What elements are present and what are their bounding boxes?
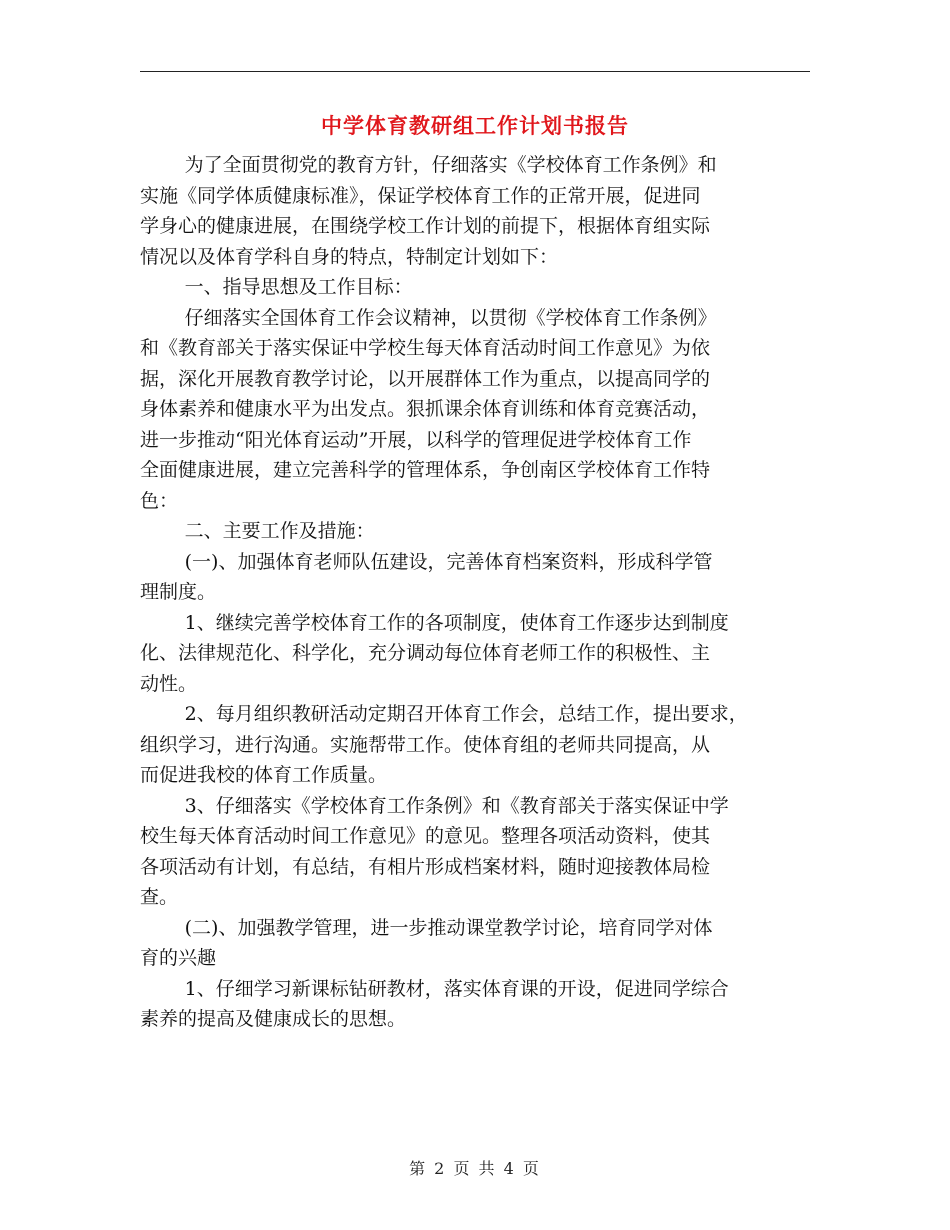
paragraph bbox=[140, 303, 830, 517]
text-line: 1、仔细学习新课标钻研教材，落实体育课的开设，促进同学综合 bbox=[184, 977, 729, 1000]
text-line: 进一步推动“阳光体育运动”开展，以科学的管理促进学校体育工作 bbox=[140, 428, 692, 451]
paragraph bbox=[140, 150, 830, 272]
text-line: 实施《同学体质健康标准》，保证学校体育工作的正常开展，促进同 bbox=[140, 184, 701, 207]
text-line: 二、主要工作及措施： bbox=[184, 520, 375, 542]
text-line: 仔细落实全国体育工作会议精神，以贯彻《学校体育工作条例》 bbox=[184, 306, 717, 329]
text-line: (二)、加强教学管理，进一步推动课堂教学讨论，培育同学对体 bbox=[184, 916, 713, 939]
text-line: 全面健康进展，建立完善科学的管理体系，争创南区学校体育工作特 bbox=[140, 459, 711, 481]
paragraph bbox=[140, 516, 830, 547]
text-line: 据，深化开展教育教学讨论，以开展群体工作为重点，以提高同学的 bbox=[140, 367, 711, 390]
paragraph bbox=[140, 272, 830, 303]
paragraph bbox=[140, 791, 830, 913]
text-line: 各项活动有计划，有总结，有相片形成档案材料，随时迎接教体局检 bbox=[140, 855, 711, 878]
text-line: 查。 bbox=[140, 886, 179, 908]
text-line: 素养的提高及健康成长的思想。 bbox=[140, 1008, 407, 1030]
text-line: 学身心的健康进展，在围绕学校工作计划的前提下，根据体育组实际 bbox=[140, 215, 711, 237]
text-line: 化、法律规范化、科学化，充分调动每位体育老师工作的积极性、主 bbox=[140, 642, 711, 664]
text-line: 理制度。 bbox=[140, 581, 217, 603]
text-line: 而促进我校的体育工作质量。 bbox=[140, 764, 388, 786]
text-line: 2、每月组织教研活动定期召开体育工作会，总结工作，提出要求， bbox=[184, 703, 748, 725]
text-line: (一)、加强体育老师队伍建设，完善体育档案资料，形成科学管 bbox=[184, 550, 713, 573]
text-line: 为了全面贯彻党的教育方针，仔细落实《学校体育工作条例》和 bbox=[184, 154, 717, 176]
paragraph bbox=[140, 547, 830, 608]
paragraph bbox=[140, 699, 830, 791]
text-line: 和《教育部关于落实保证中学校生每天体育活动时间工作意见》为依 bbox=[140, 337, 711, 359]
text-line: 组织学习，进行沟通。实施帮带工作。使体育组的老师共同提高，从 bbox=[140, 733, 711, 756]
text-line: 情况以及体育学科自身的特点，特制定计划如下： bbox=[140, 245, 559, 268]
text-line: 一、指导思想及工作目标： bbox=[184, 276, 413, 298]
text-line: 1、继续完善学校体育工作的各项制度，使体育工作逐步达到制度 bbox=[184, 611, 729, 634]
header-rule bbox=[140, 71, 810, 72]
paragraph bbox=[140, 974, 830, 1035]
text-line: 校生每天体育活动时间工作意见》的意见。整理各项活动资料，使其 bbox=[140, 825, 711, 847]
text-line: 身体素养和健康水平为出发点。狠抓课余体育训练和体育竞赛活动， bbox=[140, 398, 711, 420]
text-line: 动性。 bbox=[140, 672, 198, 695]
text-line: 育的兴趣 bbox=[140, 947, 217, 969]
text-line: 3、仔细落实《学校体育工作条例》和《教育部关于落实保证中学 bbox=[184, 794, 729, 817]
text-line: 色： bbox=[140, 489, 179, 512]
paragraph bbox=[140, 608, 830, 700]
paragraph bbox=[140, 913, 830, 974]
document-body bbox=[140, 150, 830, 1035]
page-footer: 第 2 页 共 4 页 bbox=[409, 1159, 541, 1178]
document-title: 中学体育教研组工作计划书报告 bbox=[321, 114, 629, 138]
